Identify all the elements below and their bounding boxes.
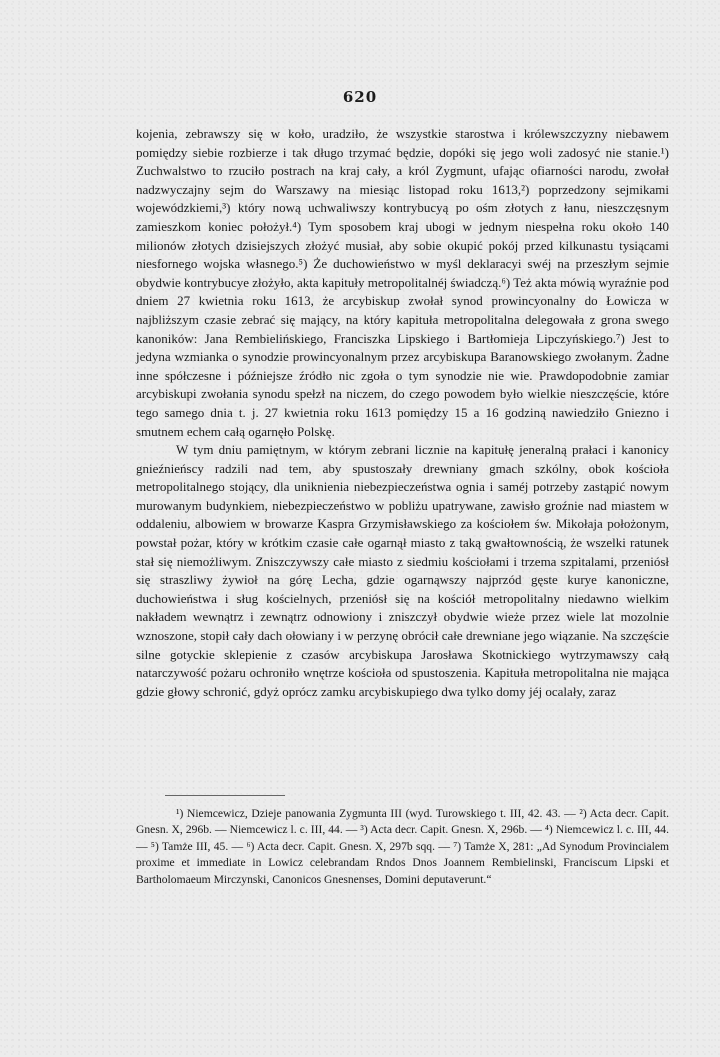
footnote-divider <box>165 795 285 796</box>
page-number: 620 <box>342 88 378 106</box>
main-text <box>136 125 669 701</box>
footnote-text: ¹) Niemcewicz, Dzieje panowania Zygmunta III (wyd. Turowskiego t. III, 42. 43. — ²) Acta decr. Capit. Gnesn. X, 296b. — Niemcewicz l. c. III, 44. — ³) Acta decr. Capit. Gnesn. X, 296b. — ⁴) Niemcewicz l. c. III, 44. — ⁵) Tamże III, 45. — ⁶) Acta decr. Capit. Gnesn. X, 297b sqq. — ⁷) Tamże X, 281: „Ad Synodum Provincialem proxime et immediate in Lowicz celebrandam Rndos Dnos Joannem Rembielinski, Franciscum Lipski et Bartholomaeum Mirczynski, Canonicos Gnesnenses, Domini deputaverunt.“ <box>136 807 669 886</box>
paragraph-1: kojenia, zebrawszy się w koło, uradziło, że wszystkie starostwa i królewszczyzny niebawem pomiędzy siebie rozbierze i tak długo trzymać będzie, dopóki się jego woli zadosyć nie stanie.¹) Zuchwalstwo to rzuciło postrach na kraj cały, a król Zygmunt, ufając ofiarności narodu, zwołał nadzwyczajny sejm do Warszawy na miesiąc listopad roku 1613,²) poprzedzony sejmikami wojewódzkiemi,³) który nową uchwaliwszy kontrybucyą po ośm złotych z łanu, nieszczęsnym zamieszkom koniec położył.⁴) Tym sposobem kraj ubogi w jednym niespełna roku około 140 milionów złotych dzisiejszych złożyć musiał, aby sobie okupić pokój przed kilkunastu tysiącami niesfornego wojska własnego.⁵) Że duchowieństwo w myśl deklaracyi swéj na przeszłym sejmie obydwie kontrybucye złożyło, akta kapituły metropolitalnéj świadczą.⁶) Też akta mówią wyraźnie pod dniem 27 kwietnia roku 1613, że arcybiskup zwołał synod prowincyonalny do Łowicza w najbliższym czasie zebrać się mający, na który kapituła metropolitalna delegowała z grona swego kanoników: Jana Rembielińskiego, Franciszka Lipskiego i Bartłomieja Lipczyńskiego.⁷) Jest to jedyna wzmianka o synodzie prowincyonalnym przez arcybiskupa Baranowskiego zwołanym. Żadne inne spółczesne i późniejsze źródło nic zgoła o tym synodzie nie wie. Prawdopodobnie zamiar arcybiskupi zwołania synodu spełzł na niczem, do czego powodem było wielkie nieszczęście, które tego samego dnia t. j. 27 kwietnia roku 1613 pomiędzy 15 a 16 godziną nawiedziło Gniezno i smutnem echem całą ogarnęło Polskę. <box>136 126 669 439</box>
paragraph-2: W tym dniu pamiętnym, w którym zebrani licznie na kapitułę jeneralną prałaci i kanonicy gnieźnieńscy radzili nad tem, aby spustoszały drewniany gmach szkólny, obok kościoła metropolitalnego stojący, dla uniknienia niebezpieczeństwa ognia i saméj potrzeby zastąpić nowym murowanym budynkiem, niebezpieczeństwo w pobliżu upatrywane, zawisło groźnie nad miastem w oddaleniu, albowiem w browarze Kaspra Grzymisławskiego za kościołem św. Mikołaja położonym, powstał pożar, który w krótkim czasie całe ogarnął miasto z taką gwałtownością, że wszelki ratunek stał się niemożliwym. Zniszczywszy całe miasto z siedmiu kościołami i trzema szpitalami, przeniósł się straszliwy żywioł na górę Lecha, gdzie ogarnąwszy najprzód gęste kurye kanoniczne, duchowieństwa i sług kościelnych, przeniósł się na kościół metropolitalny niedawno wielkim nakładem wewnątrz i zewnątrz odnowiony i zniszczył obydwie wieże przez wiele lat mozolnie wznoszone, stopił cały dach ołowiany i w perzynę obrócił całe drewniane jego wiązanie. Na szczęście silne gotyckie sklepienie z czasów arcybiskupa Jarosława Skotnickiego wytrzymawszy całą natarczywość pożaru ochroniło wnętrze kościoła od spustoszenia. Kapituła metropolitalna nie mająca gdzie głowy schronić, gdyż oprócz zamku arcybiskupiego dwa tylko domy jéj ocalały, zaraz <box>136 442 669 699</box>
footnotes <box>136 806 669 888</box>
